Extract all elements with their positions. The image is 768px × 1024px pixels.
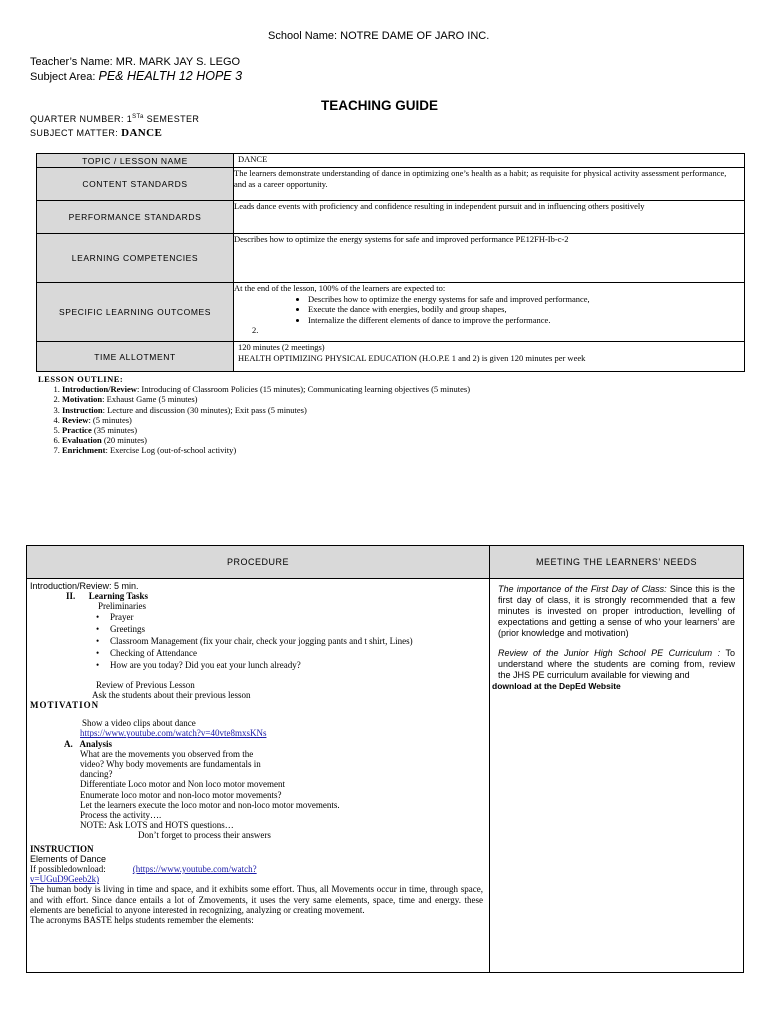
video-link-2b[interactable]: v=UGuD9Geeb2k) <box>30 874 100 885</box>
video-link-2a[interactable]: (https://www.youtube.com/watch? <box>132 864 257 875</box>
analysis-line: Differentiate Loco motor and Non loco motor movement <box>80 779 286 790</box>
page-title: TEACHING GUIDE <box>321 98 439 113</box>
learning-competencies-value: Describes how to optimize the energy systems for safe and improved performance PE12FH-Ib-c-2 <box>234 234 745 283</box>
elements-body: The human body is living in time and space, and it exhibits some effort. Thus, all Movements occur in time, through space, and with effort. Since dance entails a lot of Zmovements, it uses the very same elements, space, time and energy. these elements are beneficial to anyone interested in recognizing, analyzing or creating movement. <box>30 884 483 915</box>
quarter-label: QUARTER NUMBER: 1 <box>30 114 133 124</box>
learners-needs-content <box>490 579 744 973</box>
row-performance-standards <box>37 201 745 234</box>
baste-text: The acronyms BASTE helps students remember the elements: <box>30 915 254 926</box>
learning-competencies-label: LEARNING COMPETENCIES <box>37 234 234 283</box>
learners-needs-header: MEETING THE LEARNERS’ NEEDS <box>490 546 744 579</box>
subject-matter-label: SUBJECT MATTER: <box>30 128 119 138</box>
analysis-lines <box>30 749 483 831</box>
teacher-name: Teacher’s Name: MR. MARK JAY S. LEGO <box>30 56 241 68</box>
lesson-outline <box>38 374 638 456</box>
preliminary-item: • Checking of Attendance <box>96 648 483 658</box>
analysis-line: dancing? <box>80 769 113 780</box>
jhs-review-text: To understand where the students are coming from, review the JHS PE curriculum available for viewing and <box>498 648 735 680</box>
specific-outcomes-value <box>234 283 745 342</box>
performance-standards-value: Leads dance events with proficiency and confidence resulting in independent pursuit and in influencing others positively <box>234 201 745 234</box>
time-allotment-label: TIME ALLOTMENT <box>37 342 234 372</box>
topic-value: DANCE <box>234 154 745 168</box>
analysis-title: Analysis <box>79 738 113 749</box>
download-line <box>30 864 483 874</box>
outcomes-number: 2. <box>252 325 259 335</box>
outline-item: 1. Introduction/Review: Introducing of Classroom Policies (15 minutes); Communicating learning objectives (5 minutes) <box>62 384 638 394</box>
outline-item: 3. Instruction: Lecture and discussion (30 minutes); Exit pass (5 minutes) <box>62 405 638 415</box>
row-learning-competencies <box>37 234 745 283</box>
outline-item: 2. Motivation: Exhaust Game (5 minutes) <box>62 394 638 404</box>
outcomes-intro: At the end of the lesson, 100% of the learners are expected to: <box>234 283 446 293</box>
row-specific-outcomes <box>37 283 745 342</box>
process-answers: Don’t forget to process their answers <box>138 830 271 841</box>
lesson-outline-list <box>38 384 638 455</box>
procedure-header-row <box>27 546 744 579</box>
school-name: School Name: NOTRE DAME OF JARO INC. <box>268 30 490 42</box>
preliminary-item: • Greetings <box>96 624 483 634</box>
analysis-number: A. <box>64 738 73 749</box>
quarter-sup: STa <box>132 114 144 120</box>
time-allotment-value <box>234 342 745 372</box>
first-day-text: Since this is the first day of class, it is strongly recommended that a few minutes is invested on proper introduction, levelling of expectations and getting a sense of who your learners’ are (prior knowledge and motivation) <box>498 584 735 638</box>
row-time-allotment <box>37 342 745 372</box>
row-topic <box>37 154 745 168</box>
review-previous-lesson: Review of Previous Lesson <box>96 679 195 690</box>
procedure-header: PROCEDURE <box>27 546 490 579</box>
performance-standards-label: PERFORMANCE STANDARDS <box>37 201 234 234</box>
preliminaries-list <box>30 612 483 671</box>
analysis-line: Let the learners execute the loco motor and non-loco motor movements. <box>80 799 340 810</box>
tasks-number: II. <box>66 591 76 602</box>
procedure-content <box>27 579 490 973</box>
time-line-2: HEALTH OPTIMIZING PHYSICAL EDUCATION (H.O.P.E 1 and 2) is given 120 minutes per week <box>238 352 586 363</box>
outline-item: 6. Evaluation (20 minutes) <box>62 435 638 445</box>
topic-label: TOPIC / LESSON NAME <box>37 154 234 168</box>
analysis-line: What are the movements you observed from the <box>80 748 254 759</box>
analysis-line: Process the activity…. <box>80 810 162 821</box>
row-content-standards <box>37 168 745 201</box>
ask-students: Ask the students about their previous lesson <box>92 689 251 700</box>
preliminaries: Preliminaries <box>98 601 146 612</box>
first-day-note <box>498 584 735 639</box>
lesson-outline-heading: LESSON OUTLINE: <box>38 374 124 384</box>
analysis-heading <box>30 739 483 749</box>
subject-area-label: Subject Area: <box>30 71 96 83</box>
quarter-number <box>30 114 199 124</box>
first-day-title: The importance of the First Day of Class: <box>498 584 667 594</box>
specific-outcomes-label: SPECIFIC LEARNING OUTCOMES <box>37 283 234 342</box>
outcome-item: • Internalize the different elements of dance to improve the performance. <box>308 315 740 326</box>
content-standards-value: The learners demonstrate understanding of dance in optimizing one’s health as a habit; as requisite for physical activity assessment performance, and as a career opportunity. <box>234 168 745 201</box>
outline-item: 4. Review: (5 minutes) <box>62 415 638 425</box>
preliminary-item: • How are you today? Did you eat your lunch already? <box>96 660 483 670</box>
subject-matter-value: DANCE <box>121 127 163 139</box>
jhs-review-note <box>498 648 735 681</box>
deped-website-note: download at the DepEd Website <box>492 681 621 691</box>
subject-matter <box>30 127 162 139</box>
motivation-heading: MOTIVATION <box>30 700 100 711</box>
preliminary-item: • Prayer <box>96 612 483 622</box>
outcome-item: • Describes how to optimize the energy systems for safe and improved performance, <box>308 294 740 305</box>
if-text: If possibledownload: <box>30 864 106 875</box>
instruction-heading: INSTRUCTION <box>30 843 94 854</box>
content-standards-label: CONTENT STANDARDS <box>37 168 234 201</box>
show-video: Show a video clips about dance <box>82 718 196 729</box>
time-line-1: 120 minutes (2 meetings) <box>238 342 325 352</box>
video-link-1[interactable]: https://www.youtube.com/watch?v=40vte8mxsKNs <box>80 728 267 739</box>
outline-item: 5. Practice (35 minutes) <box>62 425 638 435</box>
analysis-line: NOTE: Ask LOTS and HOTS questions… <box>80 820 234 831</box>
analysis-line: Enumerate loco motor and non-loco motor movements? <box>80 789 282 800</box>
preliminary-item: • Classroom Management (fix your chair, check your jogging pants and t shirt, Lines) <box>96 636 483 646</box>
intro-review-line: Introduction/Review: 5 min. <box>30 581 139 591</box>
quarter-value: SEMESTER <box>146 114 200 124</box>
outline-item: 7. Enrichment: Exercise Log (out-of-school activity) <box>62 445 638 455</box>
procedure-body-row <box>27 579 744 973</box>
subject-area <box>30 69 242 83</box>
outcome-item: • Execute the dance with energies, bodily and group shapes, <box>308 304 740 315</box>
learning-tasks-heading <box>30 591 483 601</box>
lesson-info-table <box>36 153 745 372</box>
jhs-review-title: Review of the Junior High School PE Curriculum : <box>498 648 721 658</box>
subject-area-value: PE& HEALTH 12 HOPE 3 <box>98 69 243 83</box>
procedure-table <box>26 545 744 973</box>
analysis-line: video? Why body movements are fundamentals in <box>80 759 261 770</box>
elements-heading: Elements of Dance <box>30 853 107 864</box>
tasks-title: Learning Tasks <box>88 591 149 602</box>
outcomes-list <box>234 294 740 326</box>
